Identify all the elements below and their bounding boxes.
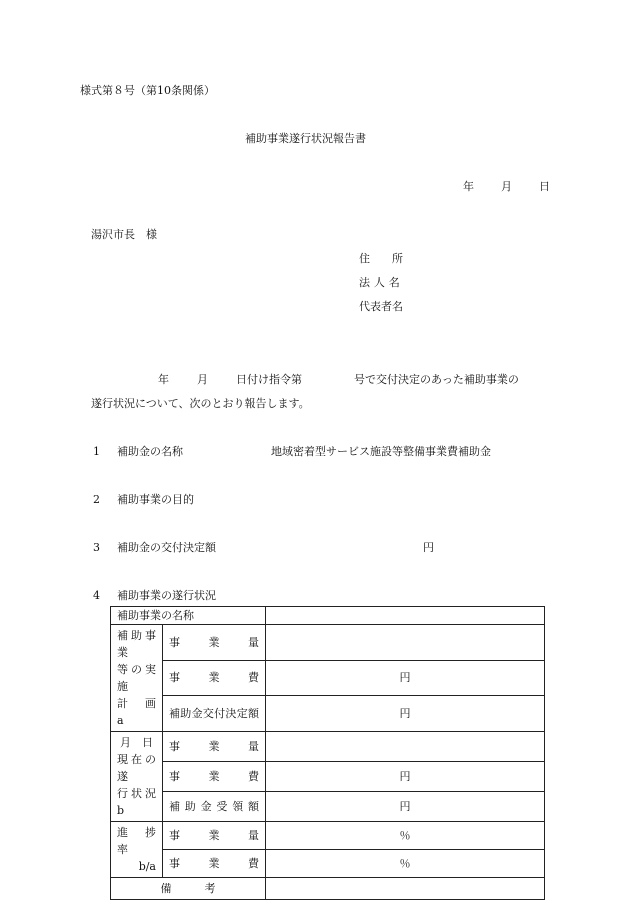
current-cost-unit[interactable]: 円 <box>266 762 545 792</box>
progress-quantity-unit[interactable]: ％ <box>266 822 545 850</box>
plan-grant-label: 補助金交付決定額 <box>163 696 266 732</box>
representative-label: 代表者名 <box>359 300 403 313</box>
date-year: 年 <box>463 180 474 193</box>
item-1-label: 補助金の名称 <box>117 445 183 458</box>
current-quantity-cell[interactable] <box>266 732 545 762</box>
current-quantity-label: 事業量 <box>163 732 266 762</box>
progress-line-2: b/a <box>138 860 156 873</box>
table-row <box>111 792 545 822</box>
table-row <box>111 625 545 661</box>
item-3-value: 円 <box>423 541 434 554</box>
body-second-line: 遂行状況について、次のとおり報告します。 <box>91 397 310 410</box>
remarks-label: 備 考 <box>111 878 266 900</box>
plan-line-3: 計画 a <box>117 697 178 727</box>
current-line-1: 月 日 <box>120 736 153 749</box>
item-2-number: 2 <box>93 493 100 506</box>
remarks-cell[interactable] <box>266 878 545 900</box>
progress-group-label <box>111 822 163 878</box>
date-day: 日 <box>539 180 550 193</box>
progress-line-1: 進 捗 率 <box>117 826 156 856</box>
addressee: 湯沢市長 様 <box>91 228 157 241</box>
table-row <box>111 850 545 878</box>
plan-group-label <box>111 625 178 732</box>
plan-line-1: 補助事業 <box>117 629 156 659</box>
body-month: 月 <box>197 373 208 386</box>
current-line-3: 行状況 b <box>117 787 156 817</box>
date-month: 月 <box>501 180 512 193</box>
progress-quantity-label: 事業量 <box>163 822 266 850</box>
item-1-number: 1 <box>93 445 100 458</box>
table-row <box>111 878 545 900</box>
item-3-number: 3 <box>93 541 100 554</box>
address-label: 住 所 <box>359 252 403 265</box>
current-grant-label: 補助金受領額 <box>163 792 266 822</box>
current-group-label <box>111 732 163 822</box>
current-cost-label: 事業費 <box>163 762 266 792</box>
body-decision-text: 号で交付決定のあった補助事業の <box>354 373 519 386</box>
status-table <box>110 606 545 900</box>
item-1-value: 地域密着型サービス施設等整備事業費補助金 <box>271 445 491 458</box>
corporation-name-label: 法人名 <box>359 276 404 289</box>
item-3-label: 補助金の交付決定額 <box>117 541 216 554</box>
table-row <box>111 762 545 792</box>
table-row <box>111 607 545 625</box>
current-line-2: 現在の遂 <box>117 753 156 783</box>
table-row <box>111 732 545 762</box>
project-name-label: 補助事業の名称 <box>111 607 266 625</box>
progress-cost-label: 事業費 <box>163 850 266 878</box>
plan-quantity-label: 事業量 <box>163 625 266 661</box>
body-year: 年 <box>158 373 169 386</box>
table-row <box>111 822 545 850</box>
table-row <box>111 660 545 696</box>
plan-line-2: 等の実施 <box>117 663 156 693</box>
plan-cost-label: 事業費 <box>163 660 266 696</box>
plan-quantity-cell[interactable] <box>266 625 545 661</box>
item-4-number: 4 <box>93 589 100 602</box>
page-title: 補助事業遂行状況報告書 <box>245 132 366 145</box>
progress-cost-unit[interactable]: ％ <box>266 850 545 878</box>
item-4-label: 補助事業の遂行状況 <box>117 589 216 602</box>
plan-cost-unit[interactable]: 円 <box>266 660 545 696</box>
form-number: 様式第８号（第10条関係） <box>80 84 215 97</box>
plan-grant-unit[interactable]: 円 <box>266 696 545 732</box>
item-2-label: 補助事業の目的 <box>117 493 194 506</box>
project-name-cell[interactable] <box>266 607 545 625</box>
current-grant-unit[interactable]: 円 <box>266 792 545 822</box>
body-order-text: 日付け指令第 <box>236 373 302 386</box>
